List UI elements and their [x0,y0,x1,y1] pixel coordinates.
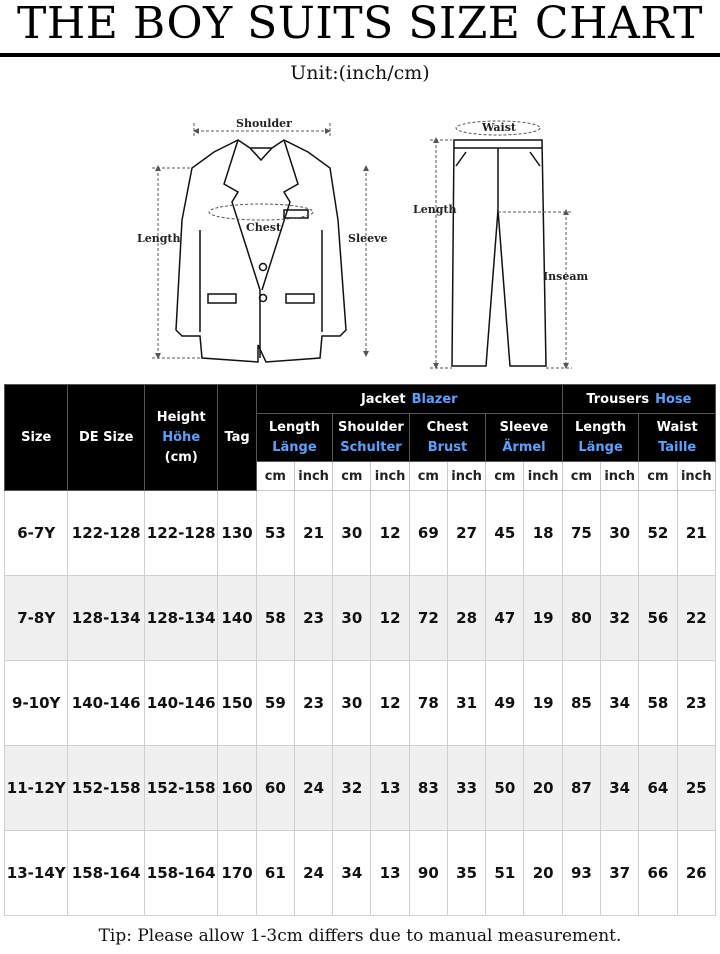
unit-cell: inch [447,462,485,491]
measurement-cell: 21 [294,491,332,576]
unit-cell: inch [371,462,409,491]
unit-cell: inch [677,462,715,491]
measurement-cell: 22 [677,576,715,661]
unit-cell: cm [409,462,447,491]
unit-cell: cm [333,462,371,491]
header-waist [639,414,716,462]
cell-tag: 150 [218,661,256,746]
measurement-cell: 75 [562,491,600,576]
cell-height: 152-158 [144,746,218,831]
table-row [5,576,716,661]
measurement-cell: 69 [409,491,447,576]
header-jacket-de: Blazer [411,391,458,407]
header-trouser-length-en: Length [574,419,627,435]
header-shoulder-de: Schulter [340,439,402,455]
measurement-cell: 58 [639,661,677,746]
header-chest-en: Chest [426,419,469,435]
measurement-cell: 72 [409,576,447,661]
unit-cell: inch [601,462,639,491]
measurement-cell: 23 [294,576,332,661]
measurement-cell: 27 [447,491,485,576]
tip-note: Tip: Please allow 1-3cm differs due to manual measurement. [98,926,622,946]
cell-tag: 130 [218,491,256,576]
table-row [5,491,716,576]
header-trouser-length-de: Länge [578,439,623,455]
measurement-cell: 52 [639,491,677,576]
header-trousers-group [562,385,715,414]
header-height-de: Höhe [162,429,201,445]
cell-tag: 160 [218,746,256,831]
measurement-cell: 19 [524,661,562,746]
measurement-cell: 78 [409,661,447,746]
measurement-cell: 87 [562,746,600,831]
header-chest [409,414,486,462]
header-shoulder [333,414,410,462]
cell-de-size: 128-134 [68,576,145,661]
measurement-cell: 13 [371,746,409,831]
unit-cell: inch [524,462,562,491]
unit-caption: Unit:(inch/cm) [290,62,430,84]
cell-size: 6-7Y [5,491,68,576]
measurement-cell: 90 [409,831,447,916]
header-tag: Tag [218,385,256,491]
cell-de-size: 158-164 [68,831,145,916]
cell-tag: 170 [218,831,256,916]
table-row [5,831,716,916]
cell-de-size: 140-146 [68,661,145,746]
unit-cell: cm [486,462,524,491]
header-height [144,385,218,491]
unit-cell: cm [256,462,294,491]
header-chest-de: Brust [427,439,468,455]
header-shoulder-en: Shoulder [338,419,404,435]
measurement-cell: 34 [333,831,371,916]
measurement-cell: 31 [447,661,485,746]
measurement-cell: 80 [562,576,600,661]
cell-height: 128-134 [144,576,218,661]
header-height-unit: (cm) [164,449,198,465]
header-waist-en: Waist [656,419,698,435]
measurement-cell: 64 [639,746,677,831]
jacket-sleeve-label: Sleeve [348,232,388,245]
measurement-cell: 47 [486,576,524,661]
measurement-cell: 30 [601,491,639,576]
measurement-cell: 12 [371,491,409,576]
unit-cell: cm [562,462,600,491]
header-waist-de: Taille [658,439,697,455]
measurement-cell: 45 [486,491,524,576]
measurement-cell: 21 [677,491,715,576]
header-sleeve-en: Sleeve [499,419,549,435]
header-jacket-length-de: Länge [272,439,317,455]
cell-size: 11-12Y [5,746,68,831]
measurement-cell: 18 [524,491,562,576]
header-jacket-length [256,414,333,462]
header-jacket-group [256,385,562,414]
measurement-cell: 24 [294,831,332,916]
measurement-cell: 60 [256,746,294,831]
header-size: Size [5,385,68,491]
header-jacket-length-en: Length [268,419,321,435]
measurement-cell: 49 [486,661,524,746]
measurement-cell: 20 [524,831,562,916]
cell-height: 158-164 [144,831,218,916]
measurement-cell: 34 [601,661,639,746]
cell-height: 122-128 [144,491,218,576]
measurement-cell: 30 [333,491,371,576]
trousers-length-label: Length [413,203,457,216]
measurement-cell: 66 [639,831,677,916]
size-chart-table [4,384,716,916]
header-sleeve [486,414,563,462]
measurement-cell: 20 [524,746,562,831]
header-trousers-en: Trousers [586,391,650,407]
measurement-cell: 59 [256,661,294,746]
measurement-cell: 13 [371,831,409,916]
measurement-cell: 34 [601,746,639,831]
jacket-length-label: Length [137,232,181,245]
measurement-cell: 56 [639,576,677,661]
measurement-cell: 35 [447,831,485,916]
header-de-size: DE Size [68,385,145,491]
measurement-cell: 33 [447,746,485,831]
unit-cell: inch [294,462,332,491]
title-divider [0,53,720,57]
measurement-cell: 12 [371,576,409,661]
table-row [5,746,716,831]
measurement-cell: 53 [256,491,294,576]
measurement-cell: 26 [677,831,715,916]
cell-size: 7-8Y [5,576,68,661]
header-trouser-length [562,414,639,462]
cell-de-size: 152-158 [68,746,145,831]
measurement-cell: 25 [677,746,715,831]
measurement-cell: 30 [333,661,371,746]
measurement-cell: 23 [294,661,332,746]
measurement-diagram [0,100,720,380]
header-trousers-de: Hose [655,391,692,407]
trousers-waist-label: Waist [482,121,516,134]
table-row [5,661,716,746]
cell-tag: 140 [218,576,256,661]
cell-height: 140-146 [144,661,218,746]
measurement-cell: 24 [294,746,332,831]
measurement-cell: 83 [409,746,447,831]
jacket-chest-label: Chest [246,221,282,234]
cell-size: 13-14Y [5,831,68,916]
unit-cell: cm [639,462,677,491]
measurement-cell: 85 [562,661,600,746]
measurement-cell: 19 [524,576,562,661]
cell-size: 9-10Y [5,661,68,746]
measurement-cell: 30 [333,576,371,661]
measurement-cell: 58 [256,576,294,661]
measurement-cell: 28 [447,576,485,661]
measurement-cell: 93 [562,831,600,916]
chart-title: THE BOY SUITS SIZE CHART [17,0,703,49]
jacket-illustration [176,140,346,362]
trousers-inseam-label: Inseam [543,270,589,283]
measurement-cell: 23 [677,661,715,746]
jacket-shoulder-label: Shoulder [236,117,292,130]
measurement-cell: 37 [601,831,639,916]
measurement-cell: 61 [256,831,294,916]
measurement-cell: 32 [333,746,371,831]
header-sleeve-de: Ärmel [502,439,546,455]
measurement-cell: 50 [486,746,524,831]
measurement-cell: 32 [601,576,639,661]
measurement-cell: 12 [371,661,409,746]
header-height-en: Height [156,409,206,425]
header-jacket-en: Jacket [360,391,406,407]
measurement-cell: 51 [486,831,524,916]
trousers-illustration [452,140,546,366]
cell-de-size: 122-128 [68,491,145,576]
